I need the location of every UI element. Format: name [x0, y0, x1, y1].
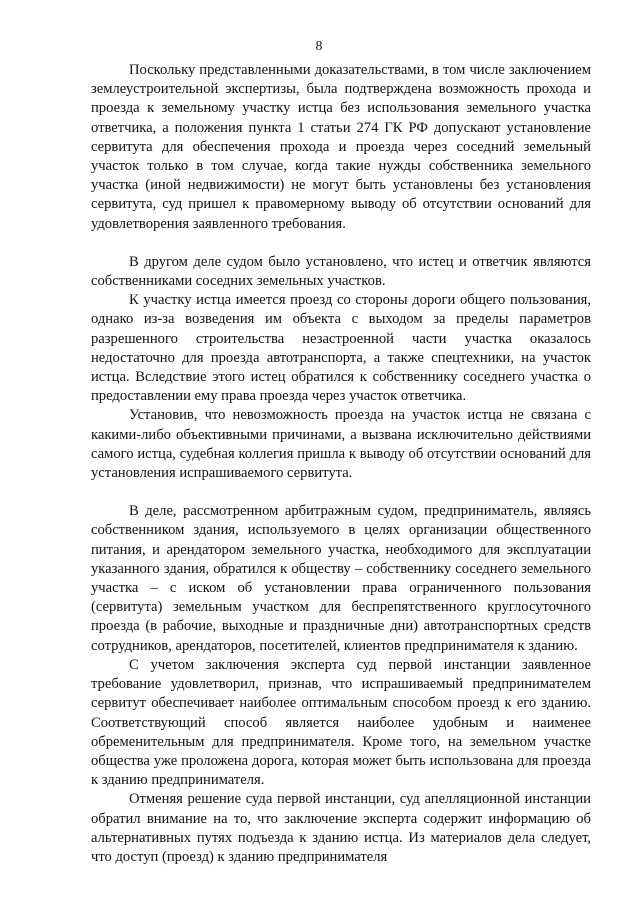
paragraph-arbitration-case: В деле, рассмотренном арбитражным судом, предприниматель, являясь собственником здания, используемого в целях организации общественного питания, и арендатором земельного участка, необходимого для эксплуатации указанного здания, обратился к обществу – собственнику соседнего земельного участка – с иском об установлении права ограниченного пользования (сервитута) земельным участком для беспрепятственного круглосуточного проезда (в рабочие, выходные и праздничные дни) автотранспортных средств сотрудников, арендаторов, посетителей, клиентов предпринимателя к зданию. [91, 503, 591, 654]
paragraph-access-road: К участку истца имеется проезд со стороны дороги общего пользования, однако из-за возведения им объекта с выходом за пределы параметров разрешенного строительства незастроенной части участка оказалось недостаточно для проезда автотранспорта, а также спецтехники, на участок истца. Вследствие этого истец обратился к собственнику соседнего участка о предоставлении ему права проезда через участок ответчика. [91, 292, 591, 405]
page-number: 8 [315, 38, 323, 53]
paragraph-appeal: Отменяя решение суда первой инстанции, суд апелляционной инстанции обратил внимание на то, что заключение эксперта содержит информацию об альтернативных путях подъезда к зданию истца. Из материалов дела следует, что доступ (проезд) к зданию предпринимателя [91, 791, 591, 865]
paragraph-neighbors: В другом деле судом было установлено, что истец и ответчик являются собственниками соседних земельных участков. [91, 253, 591, 290]
document-body [91, 61, 591, 867]
paragraph-court-finding: Установив, что невозможность проезда на участок истца не связана с какими-либо объективными причинами, а вызвана исключительно действиями самого истца, судебная коллегия пришла к выводу об отсутствии оснований для установления испрашиваемого сервитута. [91, 407, 591, 482]
paragraph-first-instance: С учетом заключения эксперта суд первой инстанции заявленное требование удовлетворил, признав, что испрашиваемый предпринимателем сервитут обеспечивает наиболее оптимальным способом проезд к его зданию. Соответствующий способ является наиболее удобным и наименее обременительным для предпринимателя. Кроме того, на земельном участке общества уже проложена дорога, которая может быть использована для проезда к зданию предпринимателя. [91, 656, 591, 789]
paragraph-servitude-conclusion: Поскольку представленными доказательствами, в том числе заключением землеустроительной экспертизы, была подтверждена возможность прохода и проезда к земельному участку истца без использования земельного участка ответчика, а положения пункта 1 статьи 274 ГК РФ допускают установление сервитута для обеспечения прохода и проезда через соседний земельный участок только в том случае, когда такие нужды собственника земельного участка (иной недвижимости) не могут быть установлены без установления сервитута, суд пришел к правомерному выводу об отсутствии оснований для удовлетворения заявленного требования. [91, 62, 591, 232]
